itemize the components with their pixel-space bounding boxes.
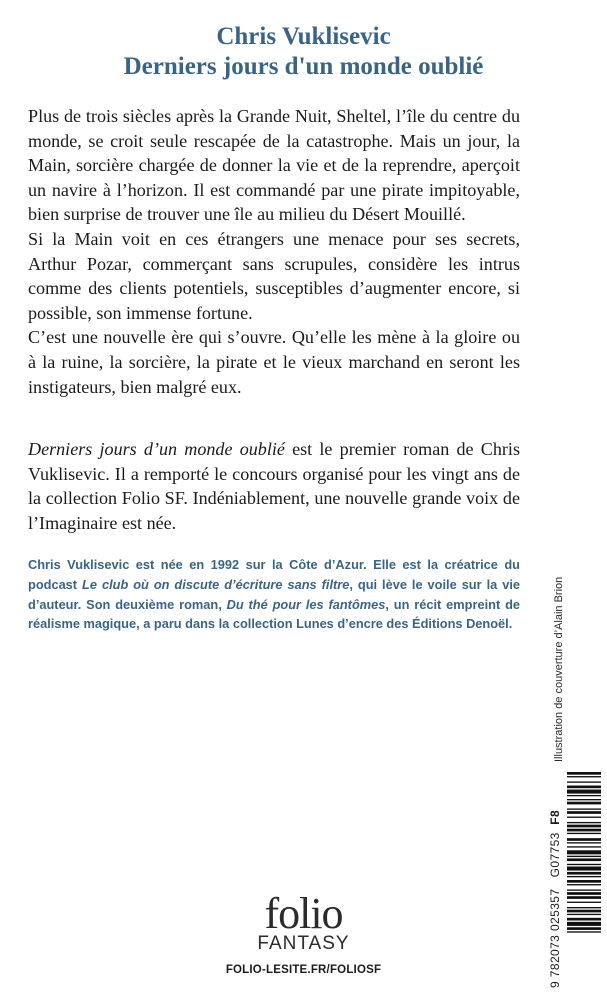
bio-novel-title: Du thé pour les fantômes [226, 596, 386, 612]
barcode-bar [567, 872, 601, 875]
barcode-bar [567, 786, 601, 789]
bio-text-3: , un récit empreint de réalisme magique, a paru dans la collection Lunes d’encre des Éditions Denoël. [28, 596, 520, 632]
barcode-bar [567, 829, 601, 832]
barcode-bar [567, 880, 601, 883]
barcode-bar [567, 822, 601, 823]
barcode-bar [567, 790, 601, 794]
bio-text-1: Chris Vuklisevic est née en 1992 sur la Côte d’Azur. Elle est la créatrice du podcast [28, 557, 520, 592]
book-title: Derniers jours d'un monde oublié [123, 53, 484, 80]
barcode-bar [567, 856, 601, 857]
synopsis-paragraph-2: Si la Main voit en ces étrangers une menace pour ses secrets, Arthur Pozar, commerçant sans scrupules, considère les intrus comme des clients potentiels, susceptibles d’augmenter encore, si possible, son immense fortune. [28, 228, 520, 323]
blurb-text: est le premier roman de Chris Vuklisevic. Il a remporté le concours organisé pour les vingt ans de la collection Folio SF. Indéniablement, une nouvelle grande voix de l’Imaginaire est née. [28, 439, 520, 533]
barcode-bar [567, 802, 601, 805]
bio-paragraph [28, 555, 520, 634]
folio-wordmark: folio [264, 889, 343, 938]
bio-podcast-title: Le club où on discute d’écriture sans filtre [82, 576, 350, 592]
barcode-bar [567, 867, 601, 871]
barcode-bar [567, 825, 601, 828]
barcode-bar [567, 876, 601, 877]
synopsis-paragraph-1: Plus de trois siècles après la Grande Nuit, Sheltel, l’île du centre du monde, se croit seule rescapée de la catastrophe. Mais un jour, la Main, sorcière chargée de donner la vie et de la reprendre, aperçoit un navire à l’horizon. Il est commandé par une pirate impitoyable, bien surprise de trouver une île au milieu du Désert Mouillé. [28, 106, 520, 225]
bio-text-2: , qui lève le voile sur la vie d’auteur. Son deuxième roman, [28, 576, 521, 612]
barcode-bar [567, 817, 601, 818]
barcode-bar [567, 884, 601, 885]
barcode-bar [567, 776, 601, 777]
barcode-bar [567, 772, 601, 775]
barcode-bar [567, 799, 601, 800]
barcode-bar [567, 838, 601, 841]
barcode-bar [567, 842, 601, 843]
publisher-logo [0, 889, 607, 979]
cover-header [0, 22, 607, 82]
barcode-bar [567, 833, 601, 834]
author-bio [28, 555, 520, 634]
author-name: Chris Vuklisevic [216, 23, 391, 50]
barcode-bar [567, 858, 601, 861]
barcode-bar [567, 864, 601, 865]
barcode-bar [567, 808, 601, 809]
barcode-bar [567, 781, 601, 782]
barcode-bar [567, 795, 601, 796]
blurb-paragraph [28, 437, 520, 535]
barcode-bar [567, 889, 601, 890]
illustration-credit [548, 552, 570, 762]
barcode-bar [567, 811, 601, 814]
isbn-code: G07753 [548, 832, 562, 878]
barcode-bar [567, 850, 601, 854]
publisher-website: FOLIO-LESITE.FR/FOLIOSF [225, 964, 382, 976]
illustration-credit-text: Illustration de couverture d’Alain Brion [553, 576, 565, 762]
barcode-bar [567, 846, 601, 847]
synopsis-paragraph-3: C’est une nouvelle ère qui s’ouvre. Qu’elle les mène à la gloire ou à la ruine, la sorcière, la pirate et le vieux marchand en seront les instigateurs, bien malgré eux. [28, 327, 520, 397]
blurb-book-title: Derniers jours d’un monde oublié [28, 439, 285, 459]
isbn-category: F8 [548, 809, 562, 825]
isbn-digits: 9 782073 025357 [548, 888, 562, 988]
fantasy-wordmark: FANTASY [257, 933, 350, 954]
blurb [28, 437, 520, 535]
synopsis [28, 104, 520, 399]
